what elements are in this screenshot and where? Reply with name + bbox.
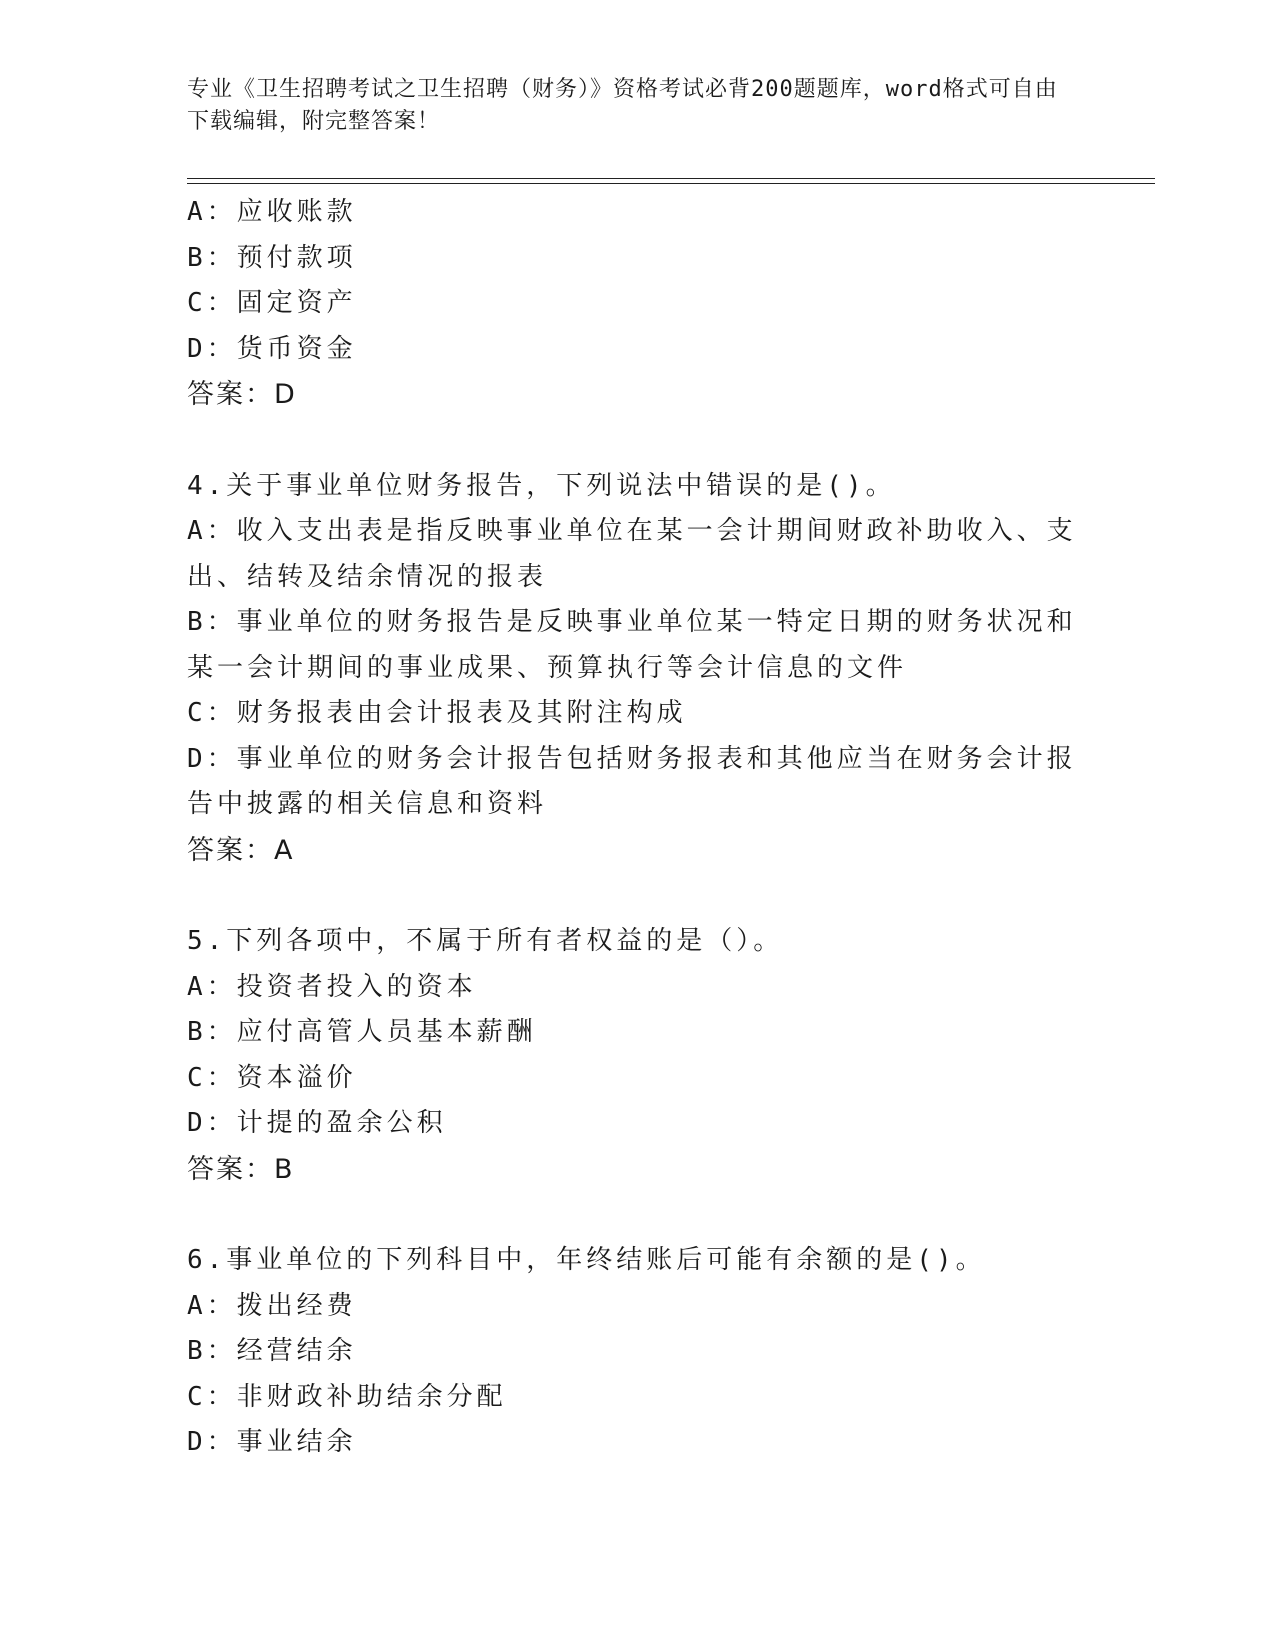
question-block-3 [187,190,1087,418]
question-block-5 [187,919,1087,1192]
option-a: A：应收账款 [187,197,357,227]
option-b: B：经营结余 [187,1336,357,1366]
option-d: D：事业结余 [187,1427,357,1457]
header-divider-bottom [187,183,1155,184]
question-text: 4.关于事业单位财务报告，下列说法中错误的是()。 [187,470,896,501]
option-a: A：投资者投入的资本 [187,971,477,1002]
option-c: C：非财政补助结余分配 [187,1381,507,1412]
answer-text: 答案：A [187,834,295,866]
answer-text: 答案：D [187,379,297,410]
option-a: A：收入支出表是指反映事业单位在某一会计期间财政补助收入、支出、结转及结余情况的报表 [187,516,1077,592]
question-list [187,190,1087,1466]
option-c: C：资本溢价 [187,1062,357,1093]
question-text: 5.下列各项中，不属于所有者权益的是（）。 [187,926,784,956]
document-header: 专业《卫生招聘考试之卫生招聘（财务）》资格考试必背200题题库，word格式可自由下载编辑，附完整答案！ [187,77,1058,134]
option-c: C：固定资产 [187,288,357,318]
question-block-4 [187,464,1087,874]
option-d: D：计提的盈余公积 [187,1108,447,1138]
header-divider-top [187,178,1155,179]
option-b: B：事业单位的财务报告是反映事业单位某一特定日期的财务状况和某一会计期间的事业成果、预算执行等会计信息的文件 [187,607,1077,683]
answer-text: 答案：B [187,1153,295,1185]
option-c: C：财务报表由会计报表及其附注构成 [187,698,687,728]
question-block-6 [187,1238,1087,1466]
option-d: D：货币资金 [187,333,357,364]
option-d: D：事业单位的财务会计报告包括财务报表和其他应当在财务会计报告中披露的相关信息和资料 [187,743,1077,819]
option-b: B：预付款项 [187,242,357,273]
option-a: A：拨出经费 [187,1290,357,1321]
option-b: B：应付高管人员基本薪酬 [187,1017,537,1047]
question-text: 6.事业单位的下列科目中，年终结账后可能有余额的是()。 [187,1245,986,1275]
